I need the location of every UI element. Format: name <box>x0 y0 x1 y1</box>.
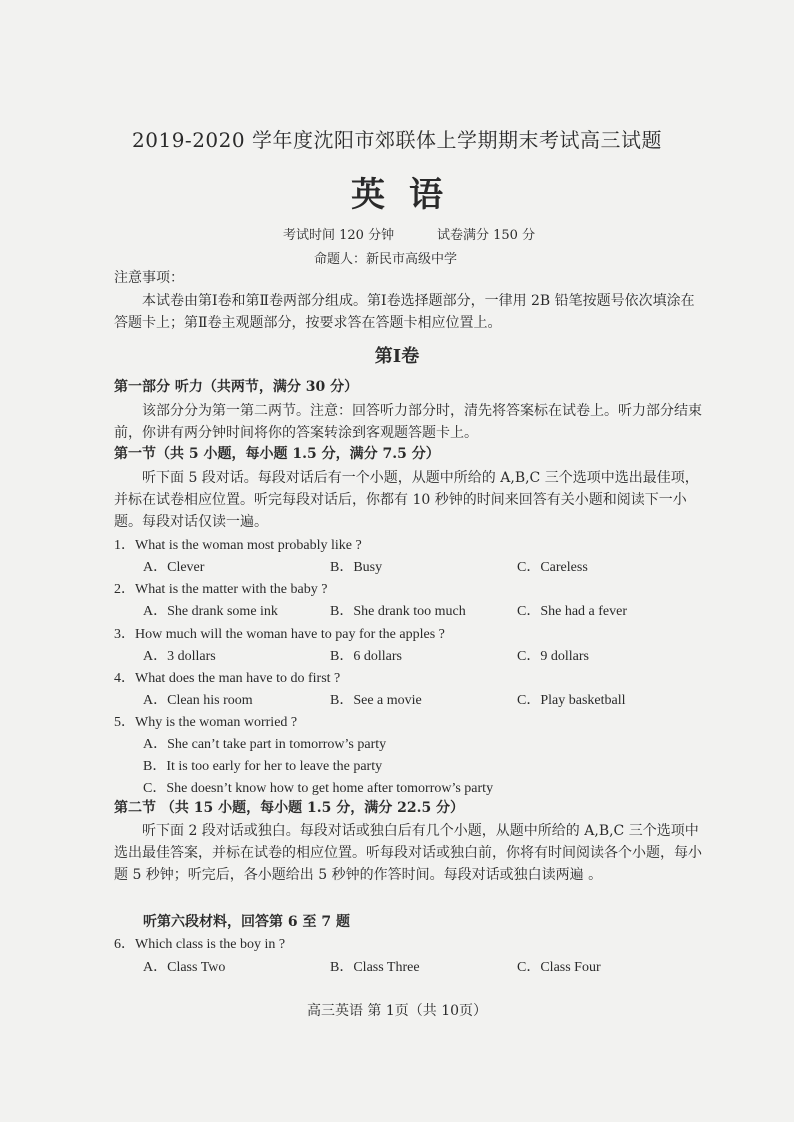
q2-option-b: B．She drank too much <box>330 604 466 619</box>
q3-option-c: C．9 dollars <box>517 649 589 664</box>
part1-heading: 第一部分 听力（共两节，满分 30 分） <box>114 379 359 395</box>
question-5: 5．Why is the woman worried ? <box>114 715 298 730</box>
subject-title: 英语 <box>351 175 467 215</box>
notice-heading: 注意事项： <box>114 270 184 286</box>
q6-option-a: A．Class Two <box>143 960 226 975</box>
section1-intro: 听下面 5 段对话。每段对话后有一个小题，从题中所给的 A,B,C 三个选项中选出最佳项，并标在试卷相应位置。听完每段对话后，你都有 10 秒钟的时间来回答有关小题和阅读下一小题。每段对话仅读一遍。 <box>114 470 699 530</box>
notice-text: 本试卷由第Ⅰ卷和第Ⅱ卷两部分组成。第Ⅰ卷选择题部分，一律用 2B 铅笔按题号依次填涂在答题卡上；第Ⅱ卷主观题部分，按要求答在答题卡相应位置上。 <box>114 293 695 331</box>
author: 命题人：新民市高级中学 <box>314 252 458 267</box>
question-6: 6．Which class is the boy in ? <box>114 937 286 952</box>
q2-option-a: A．She drank some ink <box>143 604 278 619</box>
section2-heading: 第二节 （共 15 小题，每小题 1.5 分，满分 22.5 分） <box>114 800 465 816</box>
question-1: 1．What is the woman most probably like ? <box>114 538 362 553</box>
page-footer: 高三英语 第 1页（共 10页） <box>306 1003 488 1019</box>
question-3: 3．How much will the woman have to pay for the apples ? <box>114 627 445 642</box>
q5-option-c: C．She doesn’t know how to get home after tomorrow’s party <box>143 781 494 796</box>
section2-intro: 听下面 2 段对话或独白。每段对话或独白后有几个小题，从题中所给的 A,B,C 三个选项中选出最佳答案，并标在试卷的相应位置。听每段对话或独白前，你将有时间阅读各个小题，每小题 5 秒钟；听完后，各小题给出 5 秒钟的作答时间。每段对话或独白读两遍 。 <box>114 823 702 883</box>
exam-time: 考试时间 120 分钟 <box>283 228 395 243</box>
q2-option-c: C．She had a fever <box>517 604 628 619</box>
section1-heading: 第一节（共 5 小题，每小题 1.5 分，满分 7.5 分） <box>114 446 440 462</box>
q3-option-b: B．6 dollars <box>330 649 402 664</box>
q4-option-a: A．Clean his room <box>143 693 253 708</box>
q5-option-a: A．She can’t take part in tomorrow’s party <box>143 737 387 752</box>
q4-option-c: C．Play basketball <box>517 693 626 708</box>
q1-option-b: B．Busy <box>330 560 383 575</box>
material-heading: 听第六段材料，回答第 6 至 7 题 <box>143 914 350 930</box>
q1-option-a: A．Clever <box>143 560 205 575</box>
q5-option-b: B．It is too early for her to leave the party <box>143 759 383 774</box>
q6-option-b: B．Class Three <box>330 960 420 975</box>
q3-option-a: A．3 dollars <box>143 649 216 664</box>
q6-option-c: C．Class Four <box>517 960 601 975</box>
question-4: 4．What does the man have to do first ? <box>114 671 341 686</box>
part1-intro: 该部分分为第一第二两节。注意：回答听力部分时，清先将答案标在试卷上。听力部分结束前，你讲有两分钟时间将你的答案转涂到客观题答题卡上。 <box>114 403 702 441</box>
question-2: 2．What is the matter with the baby ? <box>114 582 328 597</box>
q4-option-b: B．See a movie <box>330 693 422 708</box>
full-score: 试卷满分 150 分 <box>437 228 536 243</box>
q1-option-c: C．Careless <box>517 560 588 575</box>
exam-title: 2019-2020 学年度沈阳市郊联体上学期期末考试高三试题 <box>132 128 662 152</box>
volume-title: 第Ⅰ卷 <box>374 346 420 367</box>
